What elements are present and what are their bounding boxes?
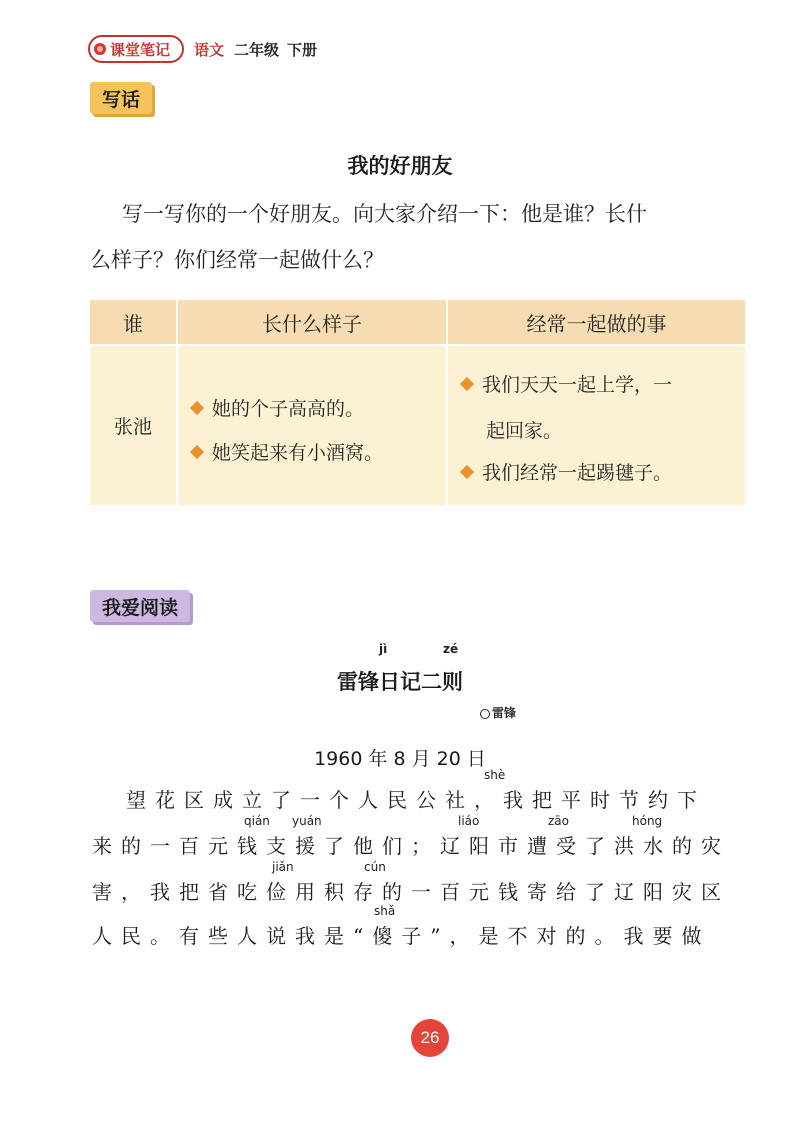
list-item bbox=[192, 394, 364, 421]
pinyin-annotation: qián bbox=[244, 814, 270, 828]
diamond-bullet-icon bbox=[190, 445, 204, 459]
list-item bbox=[192, 438, 383, 465]
pinyin-annotation: liáo bbox=[458, 814, 480, 828]
article-title-block bbox=[0, 642, 800, 696]
brand-logo-icon bbox=[94, 43, 106, 55]
pinyin-annotation: zāo bbox=[548, 814, 569, 828]
looks-item-text: 她笑起来有小酒窝。 bbox=[212, 442, 384, 464]
section-tag-reading: 我爱阅读 bbox=[90, 590, 190, 622]
list-item bbox=[462, 458, 672, 485]
pinyin-annotation: shè bbox=[484, 768, 506, 782]
grade-label: 二年级 bbox=[234, 40, 280, 59]
activity-item-continuation: 起回家。 bbox=[486, 420, 563, 442]
brand-label: 课堂笔记 bbox=[110, 40, 171, 59]
writing-prompt-line: 么样子？你们经常一起做什么？ bbox=[90, 248, 384, 272]
table-header-looks: 长什么样子 bbox=[178, 300, 446, 344]
pinyin-annotation: cún bbox=[364, 860, 386, 874]
pinyin-annotation: yuán bbox=[292, 814, 322, 828]
subject-label: 语文 bbox=[194, 40, 225, 59]
article-author: 雷锋 bbox=[480, 704, 516, 721]
pinyin-annotation: jiǎn bbox=[272, 860, 294, 874]
diamond-bullet-icon bbox=[460, 465, 474, 479]
table-cell-looks bbox=[178, 346, 446, 505]
activity-item-text: 我们经常一起踢毽子。 bbox=[482, 462, 673, 484]
list-item bbox=[462, 370, 672, 397]
activity-item-text: 我们天天一起上学，一 bbox=[482, 374, 673, 396]
diamond-bullet-icon bbox=[460, 377, 474, 391]
page-number: 26 bbox=[411, 1019, 449, 1057]
friend-table bbox=[90, 300, 745, 505]
pinyin-annotation: zé bbox=[443, 642, 459, 656]
pinyin-annotation: jì bbox=[379, 642, 388, 656]
circle-mark-icon bbox=[480, 709, 490, 719]
diamond-bullet-icon bbox=[190, 401, 204, 415]
table-header-who: 谁 bbox=[90, 300, 176, 344]
page-header bbox=[88, 36, 317, 62]
table-header-activities: 经常一起做的事 bbox=[448, 300, 745, 344]
volume-label: 下册 bbox=[287, 40, 318, 59]
pinyin-annotation: shǎ bbox=[374, 904, 396, 918]
looks-item-text: 她的个子高高的。 bbox=[212, 398, 365, 420]
table-cell-who: 张池 bbox=[90, 346, 176, 505]
article-body-line: 望花区成立了一个人民公社，我把平时节约下 bbox=[126, 788, 706, 812]
diary-date: 1960 年 8 月 20 日 bbox=[314, 748, 486, 770]
article-body-line: 害，我把省吃俭用积存的一百元钱寄给了辽阳灾区 bbox=[92, 880, 730, 904]
article-title: jì zé 雷锋日记二则 bbox=[337, 642, 463, 694]
article-body-line: 人民。有些人说我是“傻子”，是不对的。我要做 bbox=[92, 924, 711, 948]
article-body-line: 来的一百元钱支援了他们；辽阳市遭受了洪水的灾 bbox=[92, 834, 730, 858]
table-cell-activities bbox=[448, 346, 745, 505]
section-tag-writing: 写话 bbox=[90, 82, 152, 114]
pinyin-annotation: hóng bbox=[632, 814, 663, 828]
writing-prompt-line: 写一写你的一个好朋友。向大家介绍一下：他是谁？长什 bbox=[122, 202, 647, 226]
brand-badge bbox=[88, 35, 184, 63]
writing-title: 我的好朋友 bbox=[347, 154, 453, 178]
